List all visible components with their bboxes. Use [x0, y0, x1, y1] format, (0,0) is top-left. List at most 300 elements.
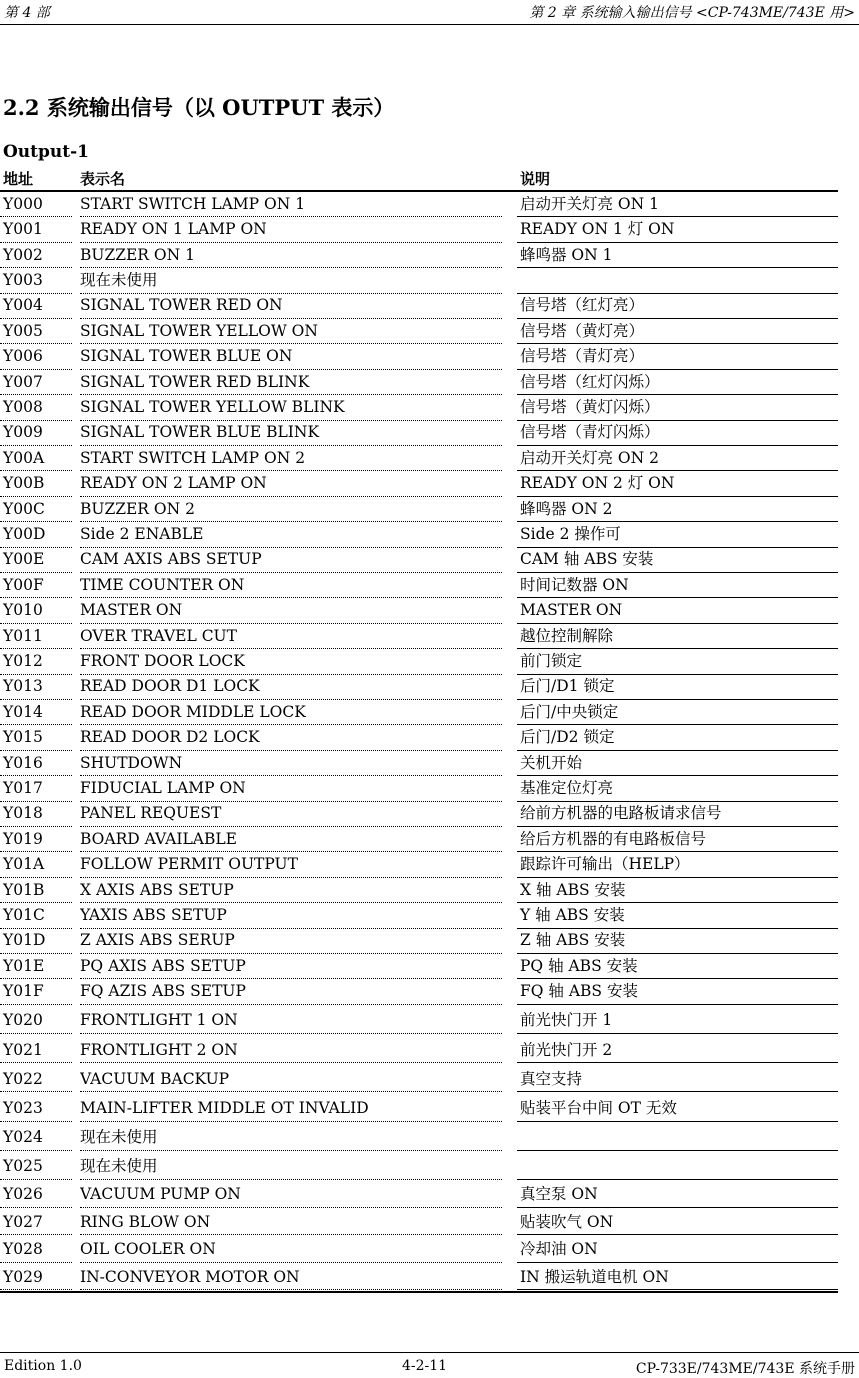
- table-row: [0, 548, 840, 573]
- description-cell-text: 信号塔（青灯闪烁）: [520, 423, 660, 442]
- address-cell: [0, 243, 72, 268]
- name-cell-text: READ DOOR MIDDLE LOCK: [80, 702, 306, 721]
- description-cell: [517, 903, 838, 928]
- name-cell-text: VACUUM PUMP ON: [80, 1185, 241, 1204]
- name-cell: [80, 878, 502, 903]
- name-cell-text: SIGNAL TOWER BLUE BLINK: [80, 423, 320, 442]
- name-cell-text: BUZZER ON 2: [80, 499, 195, 518]
- address-cell: [0, 294, 72, 319]
- name-cell: [80, 395, 502, 420]
- description-cell: [517, 1034, 838, 1063]
- address-cell: [0, 497, 72, 522]
- table-row: [0, 675, 840, 700]
- name-cell-text: SIGNAL TOWER YELLOW ON: [80, 321, 318, 340]
- name-cell: [80, 344, 502, 369]
- description-cell-text: 给前方机器的电路板请求信号: [520, 804, 722, 823]
- description-cell: [517, 598, 838, 623]
- description-cell-text: 启动开关灯亮 ON 1: [520, 194, 659, 213]
- description-cell: [517, 827, 838, 852]
- name-cell-text: BOARD AVAILABLE: [80, 829, 237, 848]
- name-cell: [80, 827, 502, 852]
- address-cell: [0, 776, 72, 801]
- name-cell-text: FIDUCIAL LAMP ON: [80, 779, 246, 798]
- table-row: [0, 1263, 840, 1291]
- description-cell: [517, 344, 838, 369]
- table-row: [0, 573, 840, 598]
- description-cell: [517, 675, 838, 700]
- address-cell-text: Y029: [3, 1267, 43, 1286]
- description-cell-text: 前光快门开 2: [520, 1040, 613, 1059]
- address-cell-text: Y002: [3, 245, 43, 264]
- description-cell: [517, 573, 838, 598]
- table-row: [0, 649, 840, 674]
- name-cell: [80, 522, 502, 547]
- address-cell: [0, 471, 72, 496]
- address-cell-text: Y00D: [3, 525, 46, 544]
- address-cell: [0, 1005, 72, 1034]
- address-cell: [0, 903, 72, 928]
- name-cell-text: MASTER ON: [80, 601, 183, 620]
- table-row: [0, 903, 840, 928]
- name-cell-text: FQ AZIS ABS SETUP: [80, 982, 246, 1001]
- description-cell-text: 启动开关灯亮 ON 2: [520, 448, 659, 467]
- description-cell: [517, 776, 838, 801]
- description-cell-text: 冷却油 ON: [520, 1240, 598, 1259]
- table-row: [0, 217, 840, 242]
- description-cell-text: Side 2 操作可: [520, 525, 621, 544]
- name-cell-text: SIGNAL TOWER BLUE ON: [80, 347, 293, 366]
- table-row: [0, 979, 840, 1004]
- description-cell-text: CAM 轴 ABS 安装: [520, 550, 654, 569]
- name-cell: [80, 649, 502, 674]
- address-cell-text: Y003: [3, 271, 43, 290]
- name-cell: [80, 1034, 502, 1063]
- name-cell: [80, 217, 502, 242]
- name-cell: [80, 268, 502, 293]
- description-cell: [517, 217, 838, 242]
- description-cell-text: X 轴 ABS 安装: [520, 880, 626, 899]
- address-cell-text: Y024: [3, 1128, 43, 1147]
- table-row: [0, 929, 840, 954]
- address-cell: [0, 675, 72, 700]
- address-cell-text: Y01F: [3, 982, 44, 1001]
- address-cell-text: Y022: [3, 1069, 43, 1088]
- description-cell: [517, 802, 838, 827]
- description-cell: [517, 954, 838, 979]
- description-cell: [517, 471, 838, 496]
- table-row: [0, 827, 840, 852]
- name-cell-text: TIME COUNTER ON: [80, 575, 245, 594]
- name-cell: [80, 1151, 502, 1180]
- address-cell: [0, 192, 72, 217]
- address-cell: [0, 370, 72, 395]
- name-cell-text: START SWITCH LAMP ON 2: [80, 448, 306, 467]
- address-cell-text: Y015: [3, 728, 43, 747]
- name-cell-text: SHUTDOWN: [80, 753, 183, 772]
- table-row: [0, 522, 840, 547]
- table-row: [0, 1208, 840, 1236]
- name-cell: [80, 1122, 502, 1151]
- address-cell-text: Y018: [3, 804, 43, 823]
- address-cell: [0, 624, 72, 649]
- name-cell: [80, 675, 502, 700]
- description-cell: [517, 725, 838, 750]
- name-cell: [80, 370, 502, 395]
- name-cell: [80, 979, 502, 1004]
- table-row: [0, 1180, 840, 1208]
- description-cell: [517, 624, 838, 649]
- table-row: [0, 954, 840, 979]
- description-cell: [517, 649, 838, 674]
- name-cell-text: OIL COOLER ON: [80, 1240, 216, 1259]
- description-cell-text: 信号塔（黄灯闪烁）: [520, 398, 660, 417]
- description-cell: [517, 1263, 838, 1291]
- name-cell: [80, 852, 502, 877]
- name-cell-text: PANEL REQUEST: [80, 804, 222, 823]
- section-title: 2.2 系统输出信号（以 OUTPUT 表示）: [3, 95, 395, 120]
- table-row: [0, 319, 840, 344]
- address-cell-text: Y004: [3, 296, 43, 315]
- column-header-description: 说明: [520, 170, 551, 188]
- table-subtitle: Output-1: [3, 142, 90, 162]
- name-cell-text: RING BLOW ON: [80, 1212, 211, 1231]
- name-cell-text: FRONT DOOR LOCK: [80, 652, 245, 671]
- description-cell: [517, 1208, 838, 1236]
- address-cell: [0, 421, 72, 446]
- table-row: [0, 1092, 840, 1121]
- column-header-address: 地址: [3, 170, 34, 188]
- address-cell: [0, 852, 72, 877]
- name-cell-text: PQ AXIS ABS SETUP: [80, 956, 246, 975]
- description-cell-text: FQ 轴 ABS 安装: [520, 982, 638, 1001]
- address-cell-text: Y00A: [3, 448, 45, 467]
- name-cell: [80, 294, 502, 319]
- name-cell: [80, 776, 502, 801]
- description-cell-text: 信号塔（红灯闪烁）: [520, 372, 660, 391]
- address-cell: [0, 344, 72, 369]
- description-cell-text: 信号塔（青灯亮）: [520, 347, 645, 366]
- table-row: [0, 725, 840, 750]
- address-cell-text: Y006: [3, 347, 43, 366]
- description-cell: [517, 497, 838, 522]
- header-rule: [0, 24, 859, 25]
- name-cell: [80, 751, 502, 776]
- name-cell: [80, 598, 502, 623]
- description-cell-text: 贴装平台中间 OT 无效: [520, 1099, 677, 1118]
- address-cell-text: Y001: [3, 220, 43, 239]
- address-cell: [0, 1235, 72, 1263]
- address-cell: [0, 522, 72, 547]
- description-cell: [517, 294, 838, 319]
- description-cell-text: READY ON 1 灯 ON: [520, 220, 675, 239]
- name-cell-text: 现在未使用: [80, 1157, 158, 1176]
- address-cell-text: Y00C: [3, 499, 45, 518]
- name-cell: [80, 471, 502, 496]
- description-cell: [517, 1063, 838, 1092]
- description-cell-text: READY ON 2 灯 ON: [520, 474, 675, 493]
- description-cell-text: 后门/中央锁定: [520, 702, 619, 721]
- address-cell-text: Y025: [3, 1157, 43, 1176]
- description-cell-text: 后门/D1 锁定: [520, 677, 615, 696]
- description-cell-text: 真空泵 ON: [520, 1185, 598, 1204]
- address-cell-text: Y01B: [3, 880, 45, 899]
- address-cell: [0, 319, 72, 344]
- footer-manual-title: CP-733E/743ME/743E 系统手册: [635, 1361, 855, 1377]
- table-row: [0, 700, 840, 725]
- description-cell-text: 蜂鸣器 ON 2: [520, 499, 613, 518]
- address-cell: [0, 217, 72, 242]
- name-cell: [80, 1235, 502, 1263]
- name-cell-text: FRONTLIGHT 2 ON: [80, 1040, 238, 1059]
- description-cell-text: 跟踪许可输出（HELP）: [520, 855, 690, 874]
- description-cell-text: 信号塔（黄灯亮）: [520, 321, 645, 340]
- description-cell: [517, 243, 838, 268]
- address-cell-text: Y007: [3, 372, 43, 391]
- table-row: [0, 624, 840, 649]
- description-cell-text: MASTER ON: [520, 601, 623, 620]
- name-cell-text: SIGNAL TOWER RED BLINK: [80, 372, 310, 391]
- address-cell-text: Y016: [3, 753, 43, 772]
- address-cell: [0, 954, 72, 979]
- description-cell: [517, 1180, 838, 1208]
- table-row: [0, 1034, 840, 1063]
- name-cell-text: 现在未使用: [80, 1128, 158, 1147]
- description-cell: [517, 1235, 838, 1263]
- name-cell-text: Side 2 ENABLE: [80, 525, 204, 544]
- address-cell: [0, 700, 72, 725]
- description-cell: [517, 852, 838, 877]
- table-bottom-rule: [0, 1291, 838, 1293]
- address-cell: [0, 1263, 72, 1291]
- address-cell-text: Y013: [3, 677, 43, 696]
- address-cell-text: Y012: [3, 652, 43, 671]
- address-cell-text: Y005: [3, 321, 43, 340]
- name-cell: [80, 1208, 502, 1236]
- name-cell-text: IN-CONVEYOR MOTOR ON: [80, 1267, 300, 1286]
- name-cell-text: MAIN-LIFTER MIDDLE OT INVALID: [80, 1099, 369, 1118]
- name-cell-text: READY ON 2 LAMP ON: [80, 474, 267, 493]
- table-row: [0, 1151, 840, 1180]
- address-cell: [0, 1122, 72, 1151]
- description-cell: [517, 522, 838, 547]
- name-cell: [80, 954, 502, 979]
- name-cell: [80, 725, 502, 750]
- address-cell: [0, 827, 72, 852]
- address-cell-text: Y028: [3, 1240, 43, 1259]
- description-cell-text: 给后方机器的有电路板信号: [520, 829, 707, 848]
- address-cell: [0, 1092, 72, 1121]
- description-cell-text: IN 搬运轨道电机 ON: [520, 1267, 669, 1286]
- description-cell: [517, 446, 838, 471]
- name-cell: [80, 802, 502, 827]
- name-cell: [80, 319, 502, 344]
- name-cell-text: READY ON 1 LAMP ON: [80, 220, 267, 239]
- description-cell: [517, 319, 838, 344]
- name-cell-text: YAXIS ABS SETUP: [80, 906, 227, 925]
- table-row: [0, 497, 840, 522]
- description-cell-text: 关机开始: [520, 753, 583, 772]
- description-cell-text: Z 轴 ABS 安装: [520, 931, 626, 950]
- name-cell: [80, 700, 502, 725]
- description-cell-text: 时间记数器 ON: [520, 575, 629, 594]
- name-cell: [80, 192, 502, 217]
- description-cell: [517, 1151, 838, 1180]
- address-cell: [0, 725, 72, 750]
- name-cell-text: FRONTLIGHT 1 ON: [80, 1011, 238, 1030]
- address-cell: [0, 573, 72, 598]
- address-cell: [0, 1034, 72, 1063]
- running-header-chapter: 第 2 章 系统输入输出信号 <CP-743ME/743E 用>: [529, 5, 855, 21]
- name-cell: [80, 243, 502, 268]
- address-cell: [0, 1180, 72, 1208]
- name-cell: [80, 548, 502, 573]
- address-cell-text: Y000: [3, 194, 43, 213]
- description-cell: [517, 548, 838, 573]
- description-cell: [517, 192, 838, 217]
- address-cell: [0, 598, 72, 623]
- table-row: [0, 243, 840, 268]
- table-row: [0, 776, 840, 801]
- address-cell: [0, 929, 72, 954]
- table-row: [0, 471, 840, 496]
- description-cell: [517, 700, 838, 725]
- description-cell-text: Y 轴 ABS 安装: [520, 906, 625, 925]
- table-row: [0, 802, 840, 827]
- name-cell-text: 现在未使用: [80, 271, 158, 290]
- address-cell-text: Y01C: [3, 906, 45, 925]
- description-cell-text: 贴装吹气 ON: [520, 1212, 614, 1231]
- name-cell: [80, 929, 502, 954]
- address-cell: [0, 751, 72, 776]
- address-cell-text: Y01E: [3, 956, 45, 975]
- description-cell-text: 越位控制解除: [520, 626, 614, 645]
- table-row: [0, 192, 840, 217]
- table-row: [0, 1063, 840, 1092]
- name-cell-text: READ DOOR D2 LOCK: [80, 728, 260, 747]
- address-cell-text: Y011: [3, 626, 43, 645]
- address-cell: [0, 649, 72, 674]
- address-cell-text: Y027: [3, 1212, 43, 1231]
- name-cell: [80, 903, 502, 928]
- address-cell-text: Y00B: [3, 474, 45, 493]
- address-cell: [0, 268, 72, 293]
- address-cell-text: Y020: [3, 1011, 43, 1030]
- name-cell-text: SIGNAL TOWER RED ON: [80, 296, 283, 315]
- description-cell: [517, 421, 838, 446]
- description-cell: [517, 1092, 838, 1121]
- table-row: [0, 1235, 840, 1263]
- table-row: [0, 446, 840, 471]
- running-header-part: 第 4 部: [4, 5, 50, 21]
- address-cell-text: Y014: [3, 702, 43, 721]
- footer-page-number: 4-2-11: [402, 1358, 448, 1374]
- name-cell-text: CAM AXIS ABS SETUP: [80, 550, 262, 569]
- address-cell: [0, 548, 72, 573]
- description-cell-text: 前光快门开 1: [520, 1011, 613, 1030]
- address-cell: [0, 1063, 72, 1092]
- table-row: [0, 852, 840, 877]
- description-cell-text: 蜂鸣器 ON 1: [520, 245, 613, 264]
- address-cell-text: Y00F: [3, 575, 44, 594]
- name-cell-text: Z AXIS ABS SERUP: [80, 931, 235, 950]
- description-cell: [517, 395, 838, 420]
- address-cell-text: Y01A: [3, 855, 45, 874]
- address-cell-text: Y017: [3, 779, 43, 798]
- name-cell-text: BUZZER ON 1: [80, 245, 195, 264]
- description-cell-text: PQ 轴 ABS 安装: [520, 956, 638, 975]
- address-cell-text: Y009: [3, 423, 43, 442]
- address-cell: [0, 878, 72, 903]
- name-cell: [80, 1063, 502, 1092]
- name-cell-text: FOLLOW PERMIT OUTPUT: [80, 855, 298, 874]
- address-cell: [0, 802, 72, 827]
- name-cell: [80, 573, 502, 598]
- address-cell-text: Y023: [3, 1099, 43, 1118]
- description-cell-text: 前门锁定: [520, 652, 583, 671]
- name-cell: [80, 624, 502, 649]
- table-row: [0, 370, 840, 395]
- table-row: [0, 268, 840, 293]
- table-row: [0, 1005, 840, 1034]
- name-cell: [80, 421, 502, 446]
- address-cell-text: Y01D: [3, 931, 46, 950]
- name-cell-text: START SWITCH LAMP ON 1: [80, 194, 306, 213]
- name-cell-text: SIGNAL TOWER YELLOW BLINK: [80, 398, 345, 417]
- description-cell: [517, 370, 838, 395]
- footer-rule: [0, 1352, 859, 1353]
- address-cell-text: Y026: [3, 1185, 43, 1204]
- description-cell: [517, 929, 838, 954]
- table-row: [0, 878, 840, 903]
- name-cell: [80, 1092, 502, 1121]
- name-cell-text: OVER TRAVEL CUT: [80, 626, 237, 645]
- address-cell: [0, 446, 72, 471]
- description-cell: [517, 751, 838, 776]
- table-row: [0, 751, 840, 776]
- table-row: [0, 395, 840, 420]
- description-cell: [517, 979, 838, 1004]
- name-cell: [80, 1180, 502, 1208]
- description-cell: [517, 1122, 838, 1151]
- column-header-name: 表示名: [80, 170, 126, 188]
- address-cell-text: Y008: [3, 398, 43, 417]
- address-cell-text: Y021: [3, 1040, 43, 1059]
- description-cell-text: 基准定位灯亮: [520, 779, 614, 798]
- name-cell-text: READ DOOR D1 LOCK: [80, 677, 260, 696]
- table-row: [0, 421, 840, 446]
- name-cell: [80, 1263, 502, 1291]
- name-cell: [80, 497, 502, 522]
- table-row: [0, 598, 840, 623]
- address-cell: [0, 395, 72, 420]
- description-cell: [517, 1005, 838, 1034]
- table-row: [0, 294, 840, 319]
- address-cell: [0, 1151, 72, 1180]
- address-cell: [0, 1208, 72, 1236]
- address-cell: [0, 979, 72, 1004]
- footer-edition: Edition 1.0: [4, 1358, 82, 1374]
- description-cell: [517, 878, 838, 903]
- name-cell: [80, 1005, 502, 1034]
- name-cell-text: VACUUM BACKUP: [80, 1069, 230, 1088]
- table-row: [0, 344, 840, 369]
- address-cell-text: Y019: [3, 829, 43, 848]
- name-cell-text: X AXIS ABS SETUP: [80, 880, 234, 899]
- description-cell-text: 真空支持: [520, 1069, 583, 1088]
- table-row: [0, 1122, 840, 1151]
- name-cell: [80, 446, 502, 471]
- address-cell-text: Y010: [3, 601, 43, 620]
